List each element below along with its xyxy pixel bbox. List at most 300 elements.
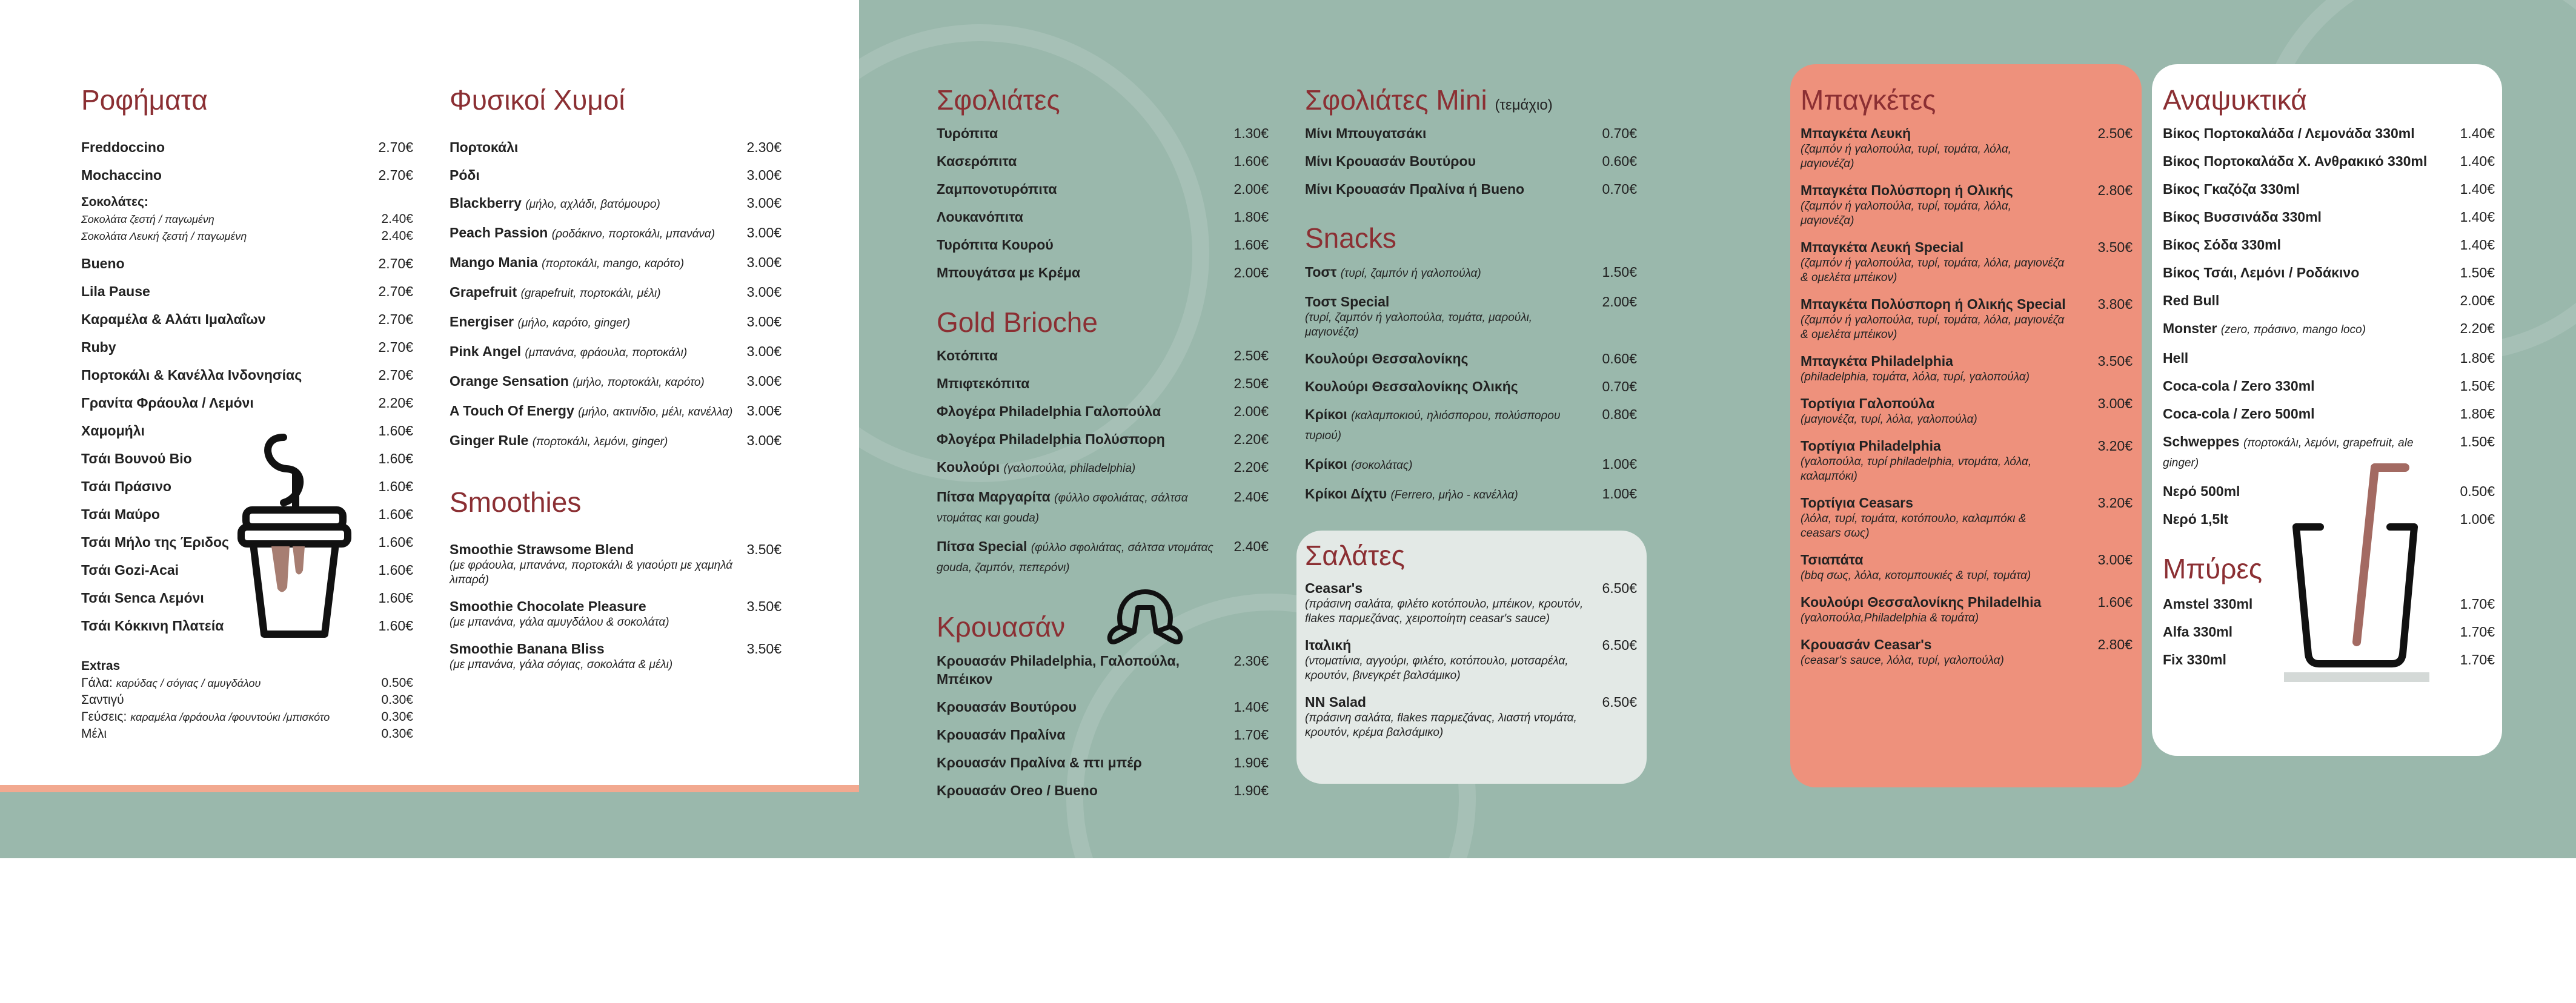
item-price: 1.60€ bbox=[2097, 594, 2133, 610]
menu-item bbox=[937, 152, 1269, 170]
item-price: 1.80€ bbox=[1233, 209, 1269, 225]
item-desc: (ντοματίνια, αγγούρι, φιλέτο, κοτόπουλο, μοτσαρέλα, κρουτόν, βινεγκρέτ βαλσάμικο) bbox=[1305, 655, 1569, 682]
item-name: Βίκος Σόδα 330ml bbox=[2163, 237, 2282, 253]
item-price: 2.70€ bbox=[378, 339, 413, 355]
item-name: Νερό 500ml bbox=[2163, 483, 2240, 499]
item-price: 3.00€ bbox=[746, 225, 782, 240]
item-name: Μπαγκέτα Πολύσπορη ή Ολικής Special bbox=[1801, 296, 2066, 312]
item-name: Τσάι Κόκκινη Πλατεία bbox=[81, 618, 224, 634]
menu-item bbox=[937, 402, 1269, 420]
item-name: Freddoccino bbox=[81, 139, 165, 155]
item-price: 2.30€ bbox=[746, 139, 782, 155]
item-name: Πορτοκάλι & Κανέλλα Ινδονησίας bbox=[81, 367, 302, 383]
gold-brioche-title: Gold Brioche bbox=[937, 306, 1098, 338]
menu-item bbox=[2163, 180, 2495, 198]
item-price: 3.20€ bbox=[2097, 495, 2133, 511]
coffee-cup-icon bbox=[235, 431, 356, 643]
item-price: 0.60€ bbox=[1602, 351, 1637, 366]
item-price: 1.00€ bbox=[1602, 456, 1637, 472]
item-desc: (bbq σως, λόλα, κοτομπουκιές & τυρί, τομάτα) bbox=[1801, 569, 2031, 582]
item-price: 1.60€ bbox=[378, 534, 413, 550]
item-name: Τσάι Μήλο της Έριδος bbox=[81, 534, 230, 550]
item-price: 1.40€ bbox=[2460, 125, 2495, 141]
salmon-strip bbox=[0, 785, 859, 792]
item-desc: (φύλλο σφολιάτας, σάλτσα ντομάτας και gouda) bbox=[937, 492, 1188, 525]
item-price: 2.70€ bbox=[378, 139, 413, 155]
menu-item bbox=[937, 488, 1269, 528]
item-name: Μίνι Κρουασάν Βουτύρου bbox=[1305, 153, 1476, 169]
menu-item bbox=[1305, 124, 1637, 142]
menu-item bbox=[450, 194, 782, 214]
menu-item bbox=[1801, 181, 2133, 228]
item-name: Κρίκοι bbox=[1305, 456, 1347, 472]
mpyres-title: Μπύρες bbox=[2163, 553, 2263, 584]
item-price: 0.30€ bbox=[381, 693, 413, 707]
menu-item bbox=[81, 338, 413, 356]
item-price: 2.00€ bbox=[1233, 181, 1269, 197]
item-price: 2.20€ bbox=[2460, 320, 2495, 336]
item-name: Κουλούρι Θεσσαλονίκης Ολικής bbox=[1305, 379, 1518, 394]
item-price: 2.70€ bbox=[378, 311, 413, 327]
extras-line bbox=[81, 709, 413, 726]
item-price: 1.60€ bbox=[378, 618, 413, 634]
item-price: 1.40€ bbox=[1233, 699, 1269, 715]
item-price: 2.80€ bbox=[2097, 637, 2133, 652]
sfoliates-title: Σφολιάτες bbox=[937, 84, 1060, 116]
menu-item bbox=[450, 640, 782, 672]
item-desc: (λόλα, τυρί, τομάτα, κοτόπουλο, καλαμπόκι & ceasars σως) bbox=[1801, 512, 2027, 540]
item-name: Ζαμπονοτυρόπιτα bbox=[937, 181, 1057, 197]
item-desc: (μήλο, καρότο, ginger) bbox=[517, 317, 631, 329]
sfoliates-mini-title-text: Σφολιάτες Mini bbox=[1305, 84, 1487, 116]
item-name: Peach Passion bbox=[450, 225, 548, 240]
extras-group bbox=[81, 658, 413, 743]
item-name: Mango Mania bbox=[450, 254, 538, 270]
menu-item bbox=[1801, 494, 2133, 541]
item-name: NN Salad bbox=[1305, 694, 1366, 710]
item-name: Amstel 330ml bbox=[2163, 596, 2253, 612]
item-price: 2.50€ bbox=[1233, 376, 1269, 391]
item-price: 1.40€ bbox=[2460, 153, 2495, 169]
item-price: 1.40€ bbox=[2460, 209, 2495, 225]
item-price: 1.60€ bbox=[1233, 153, 1269, 169]
sokolates-line bbox=[81, 211, 413, 228]
extra-desc: καραμέλα /φράουλα /φουντούκι /μπισκότο bbox=[130, 711, 330, 723]
item-price: 1.90€ bbox=[1233, 755, 1269, 770]
item-price: 2.00€ bbox=[1602, 294, 1637, 310]
item-price: 6.50€ bbox=[1602, 580, 1637, 596]
item-price: 0.70€ bbox=[1602, 379, 1637, 394]
menu-item bbox=[1801, 352, 2133, 385]
menu-item bbox=[1305, 152, 1637, 170]
fysikoi-list bbox=[450, 138, 782, 461]
item-price: 2.20€ bbox=[378, 395, 413, 411]
rofimata-title: Ροφήματα bbox=[81, 84, 208, 116]
extras-line bbox=[81, 675, 413, 692]
item-name: Βίκος Γκαζόζα 330ml bbox=[2163, 181, 2300, 197]
extra-label: Γάλα: bbox=[81, 676, 113, 690]
menu-item bbox=[937, 180, 1269, 198]
menu-item bbox=[450, 283, 782, 303]
menu-item bbox=[1305, 693, 1637, 740]
menu-item bbox=[450, 313, 782, 333]
kroissan-list bbox=[937, 652, 1269, 809]
item-name: Μπαγκέτα Λευκή Special bbox=[1801, 239, 1964, 255]
item-name: Smoothie Strawsome Blend bbox=[450, 541, 634, 557]
item-price: 0.80€ bbox=[1602, 406, 1637, 422]
item-name: Τσιαπάτα bbox=[1801, 552, 1864, 568]
menu-item bbox=[450, 540, 782, 588]
menu-item bbox=[2163, 208, 2495, 226]
smoothies-list bbox=[450, 540, 782, 682]
item-name: Βίκος Βυσσινάδα 330ml bbox=[2163, 209, 2322, 225]
item-price: 3.80€ bbox=[2097, 296, 2133, 312]
item-name: Fix 330ml bbox=[2163, 652, 2226, 667]
menu-item bbox=[2163, 405, 2495, 423]
menu-item bbox=[1305, 455, 1637, 475]
item-price: 2.80€ bbox=[2097, 182, 2133, 198]
item-price: 3.20€ bbox=[2097, 438, 2133, 454]
menu-item bbox=[2163, 291, 2495, 310]
sfoliates-mini-title bbox=[1305, 84, 1553, 116]
item-price: 0.50€ bbox=[2460, 483, 2495, 499]
item-price: 1.40€ bbox=[2460, 237, 2495, 253]
menu-item bbox=[1801, 593, 2133, 626]
item-name: Blackberry bbox=[450, 195, 522, 211]
item-name: Φλογέρα Philadelphia Πολύσπορη bbox=[937, 431, 1165, 447]
menu-item bbox=[1801, 238, 2133, 285]
item-price: 3.00€ bbox=[746, 432, 782, 448]
item-desc: (grapefruit, πορτοκάλι, μέλι) bbox=[520, 287, 661, 300]
item-name: Βίκος Πορτοκαλάδα / Λεμονάδα 330ml bbox=[2163, 125, 2415, 141]
item-name: Λουκανόπιτα bbox=[937, 209, 1023, 225]
item-name: Μπουγάτσα με Κρέμα bbox=[937, 265, 1081, 280]
item-price: 1.60€ bbox=[378, 506, 413, 522]
menu-item bbox=[1801, 437, 2133, 484]
menu-item bbox=[1305, 180, 1637, 198]
item-price: 3.50€ bbox=[746, 541, 782, 557]
item-name: Κρουασάν Oreo / Bueno bbox=[937, 783, 1098, 798]
item-name: Μίνι Κρουασάν Πραλίνα ή Bueno bbox=[1305, 181, 1525, 197]
item-name: Ginger Rule bbox=[450, 432, 529, 448]
menu-item bbox=[2163, 263, 2495, 282]
item-name: Βίκος Τσάι, Λεμόνι / Ροδάκινο bbox=[2163, 265, 2360, 280]
item-name: Κοτόπιτα bbox=[937, 348, 998, 363]
item-name: Τσάι Πράσινο bbox=[81, 478, 171, 494]
item-desc: (πορτοκάλι, mango, καρότο) bbox=[542, 257, 685, 270]
item-desc: (γαλοπούλα, τυρί philadelphia, ντομάτα, λόλα, καλαμπόκι) bbox=[1801, 455, 2032, 483]
kroissan-title: Κρουασάν bbox=[937, 611, 1066, 643]
item-price: 1.70€ bbox=[1233, 727, 1269, 743]
item-price: 1.00€ bbox=[2460, 511, 2495, 527]
smoothies-title: Smoothies bbox=[450, 486, 582, 518]
item-price: 2.70€ bbox=[378, 256, 413, 271]
item-price: 3.00€ bbox=[746, 373, 782, 389]
item-desc: (μήλο, ακτινίδιο, μέλι, κανέλλα) bbox=[578, 406, 733, 419]
item-desc: (ceasar's sauce, λόλα, τυρί, γαλοπούλα) bbox=[1801, 654, 2004, 667]
item-name: Alfa 330ml bbox=[2163, 624, 2233, 640]
item-name: Γρανίτα Φράουλα / Λεμόνι bbox=[81, 395, 254, 411]
item-price: 1.00€ bbox=[1602, 486, 1637, 502]
item-name: Τυρόπιτα Κουρού bbox=[937, 237, 1054, 253]
item-name: Μπαγκέτα Λευκή bbox=[1801, 125, 1911, 141]
item-price: 1.60€ bbox=[378, 590, 413, 606]
menu-item bbox=[450, 597, 782, 630]
item-name: Τσάι Gozi-Acai bbox=[81, 562, 179, 578]
item-desc: (μήλο, αχλάδι, βατόμουρο) bbox=[525, 198, 660, 211]
menu-item bbox=[2163, 319, 2495, 339]
extras-line bbox=[81, 692, 413, 709]
item-price: 3.50€ bbox=[2097, 239, 2133, 255]
item-desc: (ζαμπόν ή γαλοπούλα, τυρί, τομάτα, λόλα, μαγιονέζα) bbox=[1801, 200, 2011, 227]
sfoliates-list bbox=[937, 124, 1269, 291]
item-name: Ceasar's bbox=[1305, 580, 1363, 596]
item-name: Τσάι Senca Λεμόνι bbox=[81, 590, 204, 606]
menu-item bbox=[450, 372, 782, 392]
item-name: Κρουασάν Βουτύρου bbox=[937, 699, 1077, 715]
item-name: Monster bbox=[2163, 320, 2217, 336]
item-price: 1.50€ bbox=[2460, 378, 2495, 394]
item-name: Ιταλική bbox=[1305, 637, 1352, 653]
item-name: Κρίκοι bbox=[1305, 406, 1347, 422]
item-price: 3.00€ bbox=[746, 284, 782, 300]
item-price: 1.50€ bbox=[2460, 434, 2495, 449]
menu-item bbox=[2163, 236, 2495, 254]
menu-item bbox=[937, 537, 1269, 577]
item-price: 3.00€ bbox=[746, 254, 782, 270]
item-name: Τσάι Μαύρο bbox=[81, 506, 160, 522]
item-desc: (μπανάνα, φράουλα, πορτοκάλι) bbox=[525, 346, 688, 359]
item-name: Φλογέρα Philadelphia Γαλοπούλα bbox=[937, 403, 1161, 419]
menu-item bbox=[937, 124, 1269, 142]
item-price: 0.30€ bbox=[381, 727, 413, 741]
item-desc: (μαγιονέζα, τυρί, λόλα, γαλοπούλα) bbox=[1801, 413, 1977, 426]
menu-item bbox=[1801, 635, 2133, 668]
item-desc: (φύλλο σφολιάτας, σάλτσα ντομάτας gouda, ζαμπόν, πεπερόνι) bbox=[937, 541, 1213, 574]
item-name: Mochaccino bbox=[81, 167, 162, 183]
item-price: 0.70€ bbox=[1602, 181, 1637, 197]
item-price: 1.90€ bbox=[1233, 783, 1269, 798]
item-name: Grapefruit bbox=[450, 284, 517, 300]
menu-item bbox=[450, 223, 782, 243]
menu-item bbox=[2163, 152, 2495, 170]
item-desc: (πράσινη σαλάτα, φιλέτο κοτόπουλο, μπέικον, κρουτόν, flakes παρμεζάνας, χειροποίητη ceasar's sauce) bbox=[1305, 598, 1584, 625]
snacks-title: Snacks bbox=[1305, 222, 1396, 254]
item-price: 1.80€ bbox=[2460, 350, 2495, 366]
mpagketes-list bbox=[1801, 124, 2133, 678]
item-name: Νερό 1,5lt bbox=[2163, 511, 2229, 527]
menu-item bbox=[450, 431, 782, 451]
sfoliates-mini-subtitle: (τεμάχιο) bbox=[1495, 97, 1553, 113]
menu-item bbox=[1305, 349, 1637, 368]
menu-item bbox=[81, 254, 413, 273]
item-name: Ruby bbox=[81, 339, 116, 355]
item-name: Ρόδι bbox=[450, 167, 480, 183]
sfoliates-mini-list bbox=[1305, 124, 1637, 208]
item-name: Πορτοκάλι bbox=[450, 139, 519, 155]
item-price: 2.70€ bbox=[378, 167, 413, 183]
item-desc: (Ferrero, μήλο - κανέλλα) bbox=[1390, 489, 1518, 502]
item-price: 1.50€ bbox=[2460, 265, 2495, 280]
item-desc: (τυρί, ζαμπόν ή γαλοπούλα) bbox=[1340, 267, 1481, 280]
item-price: 2.40€ bbox=[381, 229, 413, 243]
item-price: 2.40€ bbox=[1233, 489, 1269, 505]
item-desc: (γαλοπούλα,Philadelphia & τομάτα) bbox=[1801, 612, 1979, 624]
item-price: 1.70€ bbox=[2460, 652, 2495, 667]
menu-item bbox=[81, 310, 413, 328]
item-desc: (πορτοκάλι, λεμόνι, ginger) bbox=[532, 435, 668, 448]
item-price: 3.50€ bbox=[2097, 353, 2133, 369]
item-name: A Touch Of Energy bbox=[450, 403, 574, 419]
menu-item bbox=[1305, 485, 1637, 505]
menu-item bbox=[1305, 579, 1637, 626]
snacks-list bbox=[1305, 263, 1637, 514]
item-price: 1.50€ bbox=[1602, 264, 1637, 280]
menu-item bbox=[937, 726, 1269, 744]
sokolates-group bbox=[81, 194, 413, 245]
item-price: 1.30€ bbox=[1233, 125, 1269, 141]
item-name: Smoothie Chocolate Pleasure bbox=[450, 598, 646, 614]
item-desc: (γαλοπούλα, philadelphia) bbox=[1003, 462, 1136, 475]
item-name: Τορτίγια Ceasars bbox=[1801, 495, 1913, 511]
item-price: 6.50€ bbox=[1602, 694, 1637, 710]
item-name: Coca-cola / Zero 500ml bbox=[2163, 406, 2315, 422]
item-desc: (με φράουλα, μπανάνα, πορτοκάλι & γιαούρτι με χαμηλά λιπαρά) bbox=[450, 559, 733, 586]
extra-label: Γεύσεις: bbox=[81, 710, 127, 724]
item-desc: (πορτοκάλι, λεμόνι, grapefruit, ale ginger) bbox=[2163, 437, 2414, 469]
item-name: Κρουασάν Πραλίνα & πτι μπέρ bbox=[937, 755, 1142, 770]
item-price: 3.00€ bbox=[2097, 396, 2133, 411]
extras-title: Extras bbox=[81, 659, 121, 673]
item-desc: Σοκολάτα ζεστή / παγωμένη bbox=[81, 213, 214, 225]
item-desc: (philadelphia, τομάτα, λόλα, τυρί, γαλοπούλα) bbox=[1801, 371, 2030, 383]
item-name: Pink Angel bbox=[450, 343, 521, 359]
item-price: 2.00€ bbox=[1233, 403, 1269, 419]
menu-item bbox=[81, 394, 413, 412]
item-desc: (μήλο, πορτοκάλι, καρότο) bbox=[573, 376, 705, 389]
item-price: 2.40€ bbox=[381, 212, 413, 226]
item-name: Orange Sensation bbox=[450, 373, 569, 389]
sokolates-line bbox=[81, 228, 413, 245]
menu-item bbox=[1305, 293, 1637, 340]
gold-brioche-list bbox=[937, 346, 1269, 587]
item-desc: Σοκολάτα Λευκή ζεστή / παγωμένη bbox=[81, 230, 247, 242]
item-desc: (πράσινη σαλάτα, flakes παρμεζάνας, λιαστή ντομάτα, κρουτόν, κρέμα βαλσάμικο) bbox=[1305, 712, 1577, 739]
item-name: Κασερόπιτα bbox=[937, 153, 1017, 169]
item-name: Coca-cola / Zero 330ml bbox=[2163, 378, 2315, 394]
menu-item bbox=[450, 402, 782, 422]
item-price: 3.00€ bbox=[746, 195, 782, 211]
item-name: Lila Pause bbox=[81, 283, 150, 299]
item-price: 1.60€ bbox=[378, 451, 413, 466]
item-price: 0.50€ bbox=[381, 676, 413, 690]
item-price: 6.50€ bbox=[1602, 637, 1637, 653]
item-name: Τορτίγια Γαλοπούλα bbox=[1801, 396, 1935, 411]
item-price: 2.00€ bbox=[1233, 265, 1269, 280]
item-price: 2.20€ bbox=[1233, 459, 1269, 475]
extra-label: Μέλι bbox=[81, 727, 107, 741]
item-price: 2.20€ bbox=[1233, 431, 1269, 447]
item-price: 2.30€ bbox=[1233, 653, 1269, 669]
item-desc: (με μπανάνα, γάλα σόγιας, σοκολάτα & μέλι) bbox=[450, 658, 673, 671]
item-price: 1.40€ bbox=[2460, 181, 2495, 197]
item-desc: (καλαμποκιού, ηλιόσπορου, πολύσπορου τυριού) bbox=[1305, 409, 1561, 442]
item-name: Smoothie Banana Bliss bbox=[450, 641, 605, 657]
item-name: Τσάι Βουνού Bio bbox=[81, 451, 192, 466]
fysikoi-title: Φυσικοί Χυμοί bbox=[450, 84, 625, 116]
item-price: 1.80€ bbox=[2460, 406, 2495, 422]
item-name: Τορτίγια Philadelphia bbox=[1801, 438, 1941, 454]
item-price: 1.60€ bbox=[378, 423, 413, 439]
menu-item bbox=[937, 236, 1269, 254]
item-desc: (με μπανάνα, γάλα αμυγδάλου & σοκολάτα) bbox=[450, 616, 669, 629]
item-name: Κουλούρι Θεσσαλονίκης bbox=[1305, 351, 1469, 366]
menu-item bbox=[450, 166, 782, 184]
item-name: Πίτσα Special bbox=[937, 538, 1027, 554]
menu-item bbox=[81, 282, 413, 300]
anapsyktika-title: Αναψυκτικά bbox=[2163, 84, 2307, 116]
menu-item bbox=[937, 753, 1269, 772]
menu-item bbox=[1305, 636, 1637, 683]
item-price: 0.60€ bbox=[1602, 153, 1637, 169]
item-price: 1.60€ bbox=[378, 478, 413, 494]
item-price: 1.60€ bbox=[1233, 237, 1269, 253]
salates-list bbox=[1305, 579, 1637, 750]
menu-item bbox=[937, 430, 1269, 448]
menu-item bbox=[2163, 349, 2495, 367]
item-name: Κρουασάν Philadelphia, Γαλοπούλα, Μπέικον bbox=[937, 653, 1180, 687]
item-name: Κουλούρι bbox=[937, 459, 1000, 475]
item-desc: (zero, πράσινο, mango loco) bbox=[2220, 323, 2366, 336]
item-price: 1.60€ bbox=[378, 562, 413, 578]
item-price: 0.70€ bbox=[1602, 125, 1637, 141]
item-name: Καραμέλα & Αλάτι Ιμαλαΐων bbox=[81, 311, 266, 327]
salates-title: Σαλάτες bbox=[1305, 540, 1405, 571]
item-price: 2.70€ bbox=[378, 367, 413, 383]
sokolates-label: Σοκολάτες: bbox=[81, 195, 148, 209]
menu-item bbox=[937, 781, 1269, 799]
extra-desc: καρύδας / σόγιας / αμυγδάλου bbox=[116, 677, 261, 689]
item-name: Χαμομήλι bbox=[81, 423, 145, 439]
menu-item bbox=[1801, 295, 2133, 342]
menu-item bbox=[450, 138, 782, 156]
item-name: Τοστ Special bbox=[1305, 294, 1390, 310]
item-name: Schweppes bbox=[2163, 434, 2240, 449]
menu-item bbox=[450, 342, 782, 362]
menu-item bbox=[2163, 124, 2495, 142]
item-name: Κρουασάν Ceasar's bbox=[1801, 637, 1932, 652]
item-price: 0.30€ bbox=[381, 710, 413, 724]
item-name: Energiser bbox=[450, 314, 514, 329]
item-name: Hell bbox=[2163, 350, 2189, 366]
item-name: Μίνι Μπουγατσάκι bbox=[1305, 125, 1427, 141]
item-price: 3.50€ bbox=[746, 641, 782, 657]
mpagketes-title: Μπαγκέτες bbox=[1801, 84, 1936, 116]
item-desc: (ροδάκινο, πορτοκάλι, μπανάνα) bbox=[551, 228, 715, 240]
menu-item bbox=[1305, 377, 1637, 396]
item-price: 3.00€ bbox=[746, 167, 782, 183]
item-name: Βίκος Πορτοκαλάδα Χ. Ανθρακικό 330ml bbox=[2163, 153, 2428, 169]
menu-item bbox=[937, 208, 1269, 226]
item-price: 2.50€ bbox=[1233, 348, 1269, 363]
item-price: 3.50€ bbox=[746, 598, 782, 614]
menu-item bbox=[1801, 124, 2133, 171]
item-price: 2.00€ bbox=[2460, 293, 2495, 308]
item-name: Μπαγκέτα Philadelphia bbox=[1801, 353, 1953, 369]
item-name: Μπιφτεκόπιτα bbox=[937, 376, 1030, 391]
menu-item bbox=[937, 652, 1269, 688]
item-desc: (σοκολάτας) bbox=[1351, 459, 1413, 472]
